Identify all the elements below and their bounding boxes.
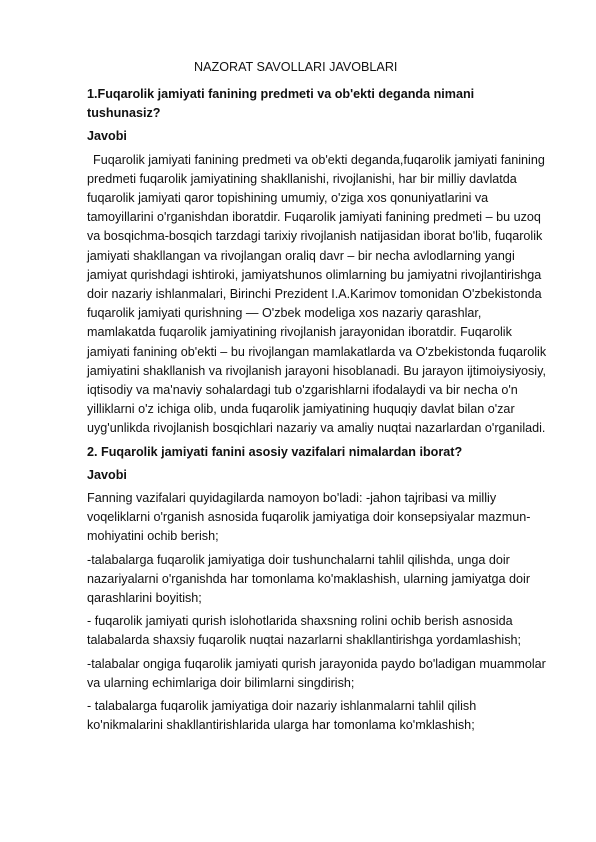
document-body xyxy=(87,58,549,740)
answer-2-paragraph: -talabalarga fuqarolik jamiyatiga doir tushunchalarni tahlil qilishda, unga doir nazariyalarni o'rganishda har tomonlama ko'maklashish, ularning jamiyatga doir qarashlarini boyitish; xyxy=(87,552,531,606)
answer-2-label: Javobi xyxy=(87,467,127,482)
document-title: NAZORAT SAVOLLARI JAVOBLARI xyxy=(194,60,398,74)
answer-2-paragraph: - talabalarga fuqarolik jamiyatiga doir nazariy ishlanmalarni tahlil qilish ko'nikmalarini shakllantirishlarida ularga har tomonlama ko'mklashish; xyxy=(87,699,477,733)
question-2: 2. Fuqarolik jamiyati fanini asosiy vazifalari nimalardan iborat? xyxy=(87,444,463,459)
question-1: 1.Fuqarolik jamiyati fanining predmeti va ob'ekti deganda nimani tushunasiz? xyxy=(87,87,475,121)
answer-1-label: Javobi xyxy=(87,129,127,144)
answer-2-paragraph: Fanning vazifalari quyidagilarda namoyon bo'ladi: -jahon tajribasi va milliy voqeliklarni o'rganish asnosida fuqarolik jamiyatiga doir konsepsiyalar mazmun-mohiyatini ochib berish; xyxy=(87,491,531,544)
answer-2-paragraph: - fuqarolik jamiyati qurish islohotlarida shaxsning rolini ochib berish asnosida talabalarda shaxsiy fuqarolik nuqtai nazarlarni shakllantirishga yordamlashish; xyxy=(87,614,522,648)
answer-2-paragraph: -talabalar ongiga fuqarolik jamiyati qurish jarayonida paydo bo'ladigan muammolar va ularning echimlariga doir bilimlarni singdirish; xyxy=(87,656,546,690)
answer-1-text: Fuqarolik jamiyati fanining predmeti va ob'ekti deganda,fuqarolik jamiyati fanining predmeti fuqarolik jamiyatining shakllanishi, rivojlanishi, har bir milliy davlatda fuqarolik jamiyati qaror topishining umumiy, o'ziga xos qonuniyatlarini va tamoyillarini o'rganishdan iboratdir. Fuqarolik jamiyati fanining predmeti – bu uzoq va bosqichma-bosqich tarzdagi tarixiy rivojlanish natijasidan iborat bo'lib, fuqarolik jamiyati shakllangan va rivojlangan oraliq davr – bir necha avlodlarning yangi jamiyat qurishdagi ishtiroki, jamiyatshunos olimlarning bu jamiyatni rivojlantirishga doir nazariy ishlanmalari, Birinchi Prezident I.A.Karimov tomonidan O'zbekistonda fuqarolik jamiyati qurishning — O'zbek modeliga xos nazariy qarashlar, mamlakatda fuqarolik jamiyatining rivojlanish jarayonidan iboratdir. Fuqarolik jamiyati fanining ob'ekti – bu rivojlangan mamlakatlarda va O'zbekistonda fuqarolik jamiyatini shakllanish va rivojlanish jarayoni hisoblanadi. Bu jarayon ijtimoiysiyosiy, iqtisodiy va ma'naviy sohalardagi tub o'zgarishlarni ifodalaydi va bir necha o'n yilliklarni o'z ichiga olib, unda fuqarolik jamiyatining huquqiy davlat bilan o'zar uyg'unlikda rivojlanish bosqichlari nazariy va amaliy nuqtai nazarlardan o'rganiladi. xyxy=(87,152,547,436)
